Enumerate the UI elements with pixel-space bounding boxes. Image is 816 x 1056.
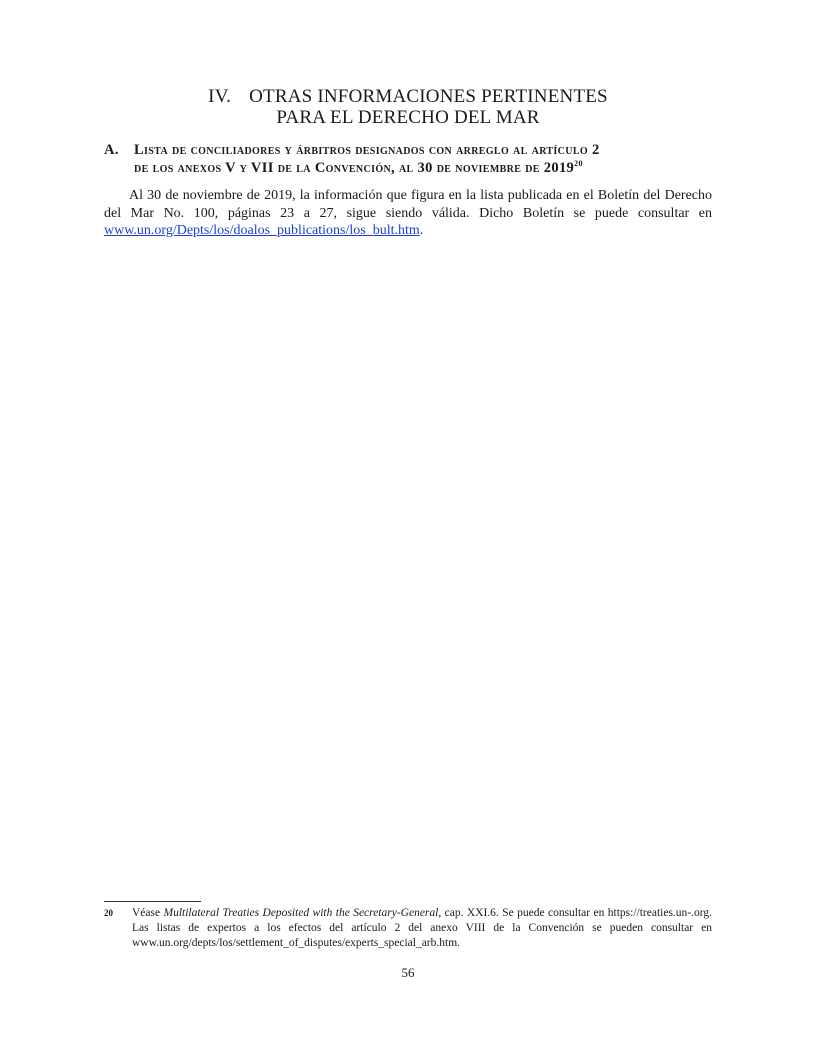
page-number: 56 [401, 965, 415, 980]
section-title-line2: PARA EL DERECHO DEL MAR [276, 107, 540, 128]
body-text-end: . [419, 223, 424, 238]
section-title-line1: OTRAS INFORMACIONES PERTINENTES [249, 86, 608, 107]
section-number: IV. [208, 86, 232, 107]
bulletin-link[interactable]: www.un.org/Depts/los/doalos_publications/los_bult.htm [104, 223, 420, 238]
subsection-title-line1: Lista de conciliadores y árbitros designados con arreglo al artículo 2 [134, 142, 600, 158]
footnote-text-before: Véase [132, 907, 164, 919]
subsection-heading [104, 141, 714, 177]
subsection-title-line2-wrap [104, 159, 714, 177]
section-heading [104, 86, 712, 128]
body-text: Al 30 de noviembre de 2019, la información que figura en la lista publicada en el Boletín del Derecho del Mar No. 100, páginas 23 a 27, sigue siendo válida. Dicho Boletín se puede consultar en [104, 188, 712, 221]
section-heading-line1 [104, 86, 712, 107]
subsection-letter: A. [104, 142, 119, 158]
footnote-text-after: , cap. XXI.6. Se puede consultar en https://treaties.un-.org. Las listas de expertos a los efectos del artículo 2 del anexo VIII de la Convención se pueden consultar en www.un.org/depts/los/settlement_of_disputes/experts_special_arb.htm. [132, 907, 712, 949]
footnote [104, 906, 712, 951]
footnote-mark: 20 [104, 908, 113, 918]
footnote-divider [104, 901, 201, 902]
subsection-title-line2: de los anexos V y VII de la Convención, al 30 de noviembre de 2019 [134, 160, 575, 176]
footnote-text [132, 906, 712, 951]
footnote-italic-title: Multilateral Treaties Deposited with the Secretary-General [163, 907, 439, 919]
footnote-reference[interactable]: 20 [574, 159, 583, 168]
body-paragraph [104, 187, 712, 240]
